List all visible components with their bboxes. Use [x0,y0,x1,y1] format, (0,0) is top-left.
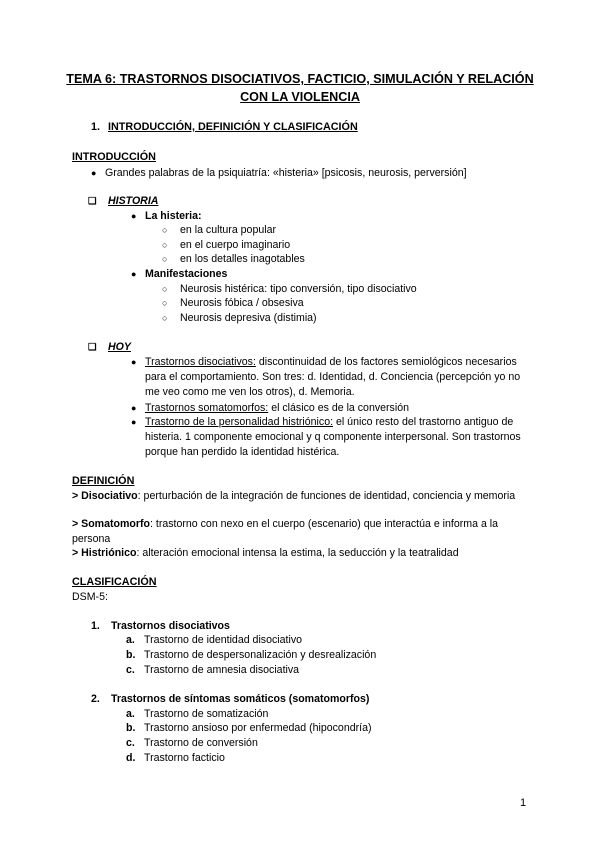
definicion-heading: DEFINICIÓN [72,475,135,487]
hoy-item-term: Trastornos somatomorfos: [145,402,269,414]
clasificacion-group [91,619,230,633]
item-letter: b. [126,722,136,734]
historia-group [131,209,202,223]
page-number: 1 [520,797,527,809]
group-number: 2. [91,693,100,705]
historia-item-text: Neurosis histérica: tipo conversión, tipo disociativo [180,283,417,295]
definition-text: : trastorno con nexo en el cuerpo (escenario) que interactúa e informa a la persona [72,518,499,545]
item-letter: d. [126,752,136,764]
clasificacion-item [126,648,376,662]
item-letter: b. [126,649,136,661]
definition-prefix: > [72,518,82,530]
historia-item-text: Neurosis fóbica / obsesiva [180,297,304,309]
intro-bullet-text: Grandes palabras de la psiquiatría: «histeria» [psicosis, neurosis, perversión] [105,167,467,179]
historia-item-text: en los detalles inagotables [180,253,305,265]
hoy-item-text: discontinuidad de los factores semiológicos necesarios para el comportamiento. Son tres: d. Identidad, d. Conciencia (percepción yo no me veo como me ven los otros), d. Memoria. [145,356,521,398]
hoy-item-text: el clásico es de la conversión [268,402,409,414]
definition-term: Somatomorfo [81,518,150,530]
clasificacion-item [126,633,302,647]
historia-item [162,296,304,310]
clasificacion-item [126,736,258,750]
item-letter: a. [126,708,135,720]
circle-bullet-icon: ○ [162,313,168,323]
group-number: 1. [91,620,100,632]
item-text: Trastorno facticio [144,752,225,764]
clasificacion-item [126,707,268,721]
clasificacion-item [126,663,299,677]
checkbox-bullet-icon: ❏ [88,196,97,207]
historia-item-text: Neurosis depresiva (distimia) [180,312,317,324]
bullet-icon: ● [131,211,137,221]
section-title: INTRODUCCIÓN, DEFINICIÓN Y CLASIFICACIÓN [108,121,358,133]
bullet-icon: ● [131,417,137,427]
item-text: Trastorno de amnesia disociativa [144,664,300,676]
hoy-item-term: Trastornos disociativos: [145,356,256,368]
group-label: Trastornos de síntomas somáticos (somatomorfos) [111,693,370,705]
hoy-item-term: Trastorno de la personalidad histriónico: [145,416,334,428]
hoy-item [145,401,525,416]
hoy-heading [88,340,131,355]
definition-prefix: > [72,490,82,502]
historia-item [162,223,276,237]
bullet-icon: ● [91,168,97,178]
clasificacion-item [126,721,372,735]
item-letter: c. [126,664,135,676]
circle-bullet-icon: ○ [162,284,168,294]
definition-item [72,489,532,504]
hoy-item [145,415,525,460]
checkbox-bullet-icon: ❏ [88,342,97,353]
bullet-icon: ● [131,357,137,367]
item-text: Trastorno de identidad disociativo [144,634,303,646]
definition-term: Histriónico [81,547,137,559]
hoy-item [145,355,525,400]
section-heading [91,121,358,133]
section-number: 1. [91,121,101,133]
hoy-item-text: el único resto del trastorno antiguo de histeria. 1 componente emocional y q componente interpersonal. Son trastornos porque han perdido la identidad histérica. [145,416,521,458]
historia-group-label: Manifestaciones [145,268,228,280]
bullet-icon: ● [131,269,137,279]
historia-group-label: La histeria: [145,210,202,222]
definition-text: : alteración emocional intensa la estima, la seducción y la teatralidad [136,547,459,559]
circle-bullet-icon: ○ [162,254,168,264]
intro-heading: INTRODUCCIÓN [72,151,156,163]
clasificacion-item [126,751,225,765]
group-label: Trastornos disociativos [111,620,230,632]
historia-heading-text: HISTORIA [108,195,159,207]
historia-item [162,282,417,296]
item-letter: a. [126,634,135,646]
item-text: Trastorno de somatización [144,708,269,720]
historia-item-text: en el cuerpo imaginario [180,239,291,251]
intro-bullet [91,166,467,180]
definition-term: Disociativo [81,490,138,502]
clasificacion-subheading: DSM-5: [72,591,108,603]
hoy-heading-text: HOY [108,341,131,353]
circle-bullet-icon: ○ [162,225,168,235]
definition-item [72,546,532,561]
clasificacion-heading: CLASIFICACIÓN [72,576,157,588]
historia-item-text: en la cultura popular [180,224,276,236]
definition-prefix: > [72,547,82,559]
bullet-icon: ● [131,403,137,413]
item-text: Trastorno de despersonalización y desrealización [144,649,377,661]
clasificacion-group [91,692,369,706]
historia-group [131,267,227,281]
definition-text: : perturbación de la integración de funciones de identidad, conciencia y memoria [137,490,516,502]
historia-item [162,238,290,252]
item-letter: c. [126,737,135,749]
circle-bullet-icon: ○ [162,240,168,250]
historia-item [162,311,317,325]
circle-bullet-icon: ○ [162,298,168,308]
definition-item [72,517,532,547]
historia-item [162,252,305,266]
item-text: Trastorno ansioso por enfermedad (hipocondría) [144,722,372,734]
page-title: TEMA 6: TRASTORNOS DISOCIATIVOS, FACTICIO, SIMULACIÓN Y RELACIÓN CON LA VIOLENCIA [66,72,534,104]
historia-heading [88,194,158,209]
item-text: Trastorno de conversión [144,737,258,749]
